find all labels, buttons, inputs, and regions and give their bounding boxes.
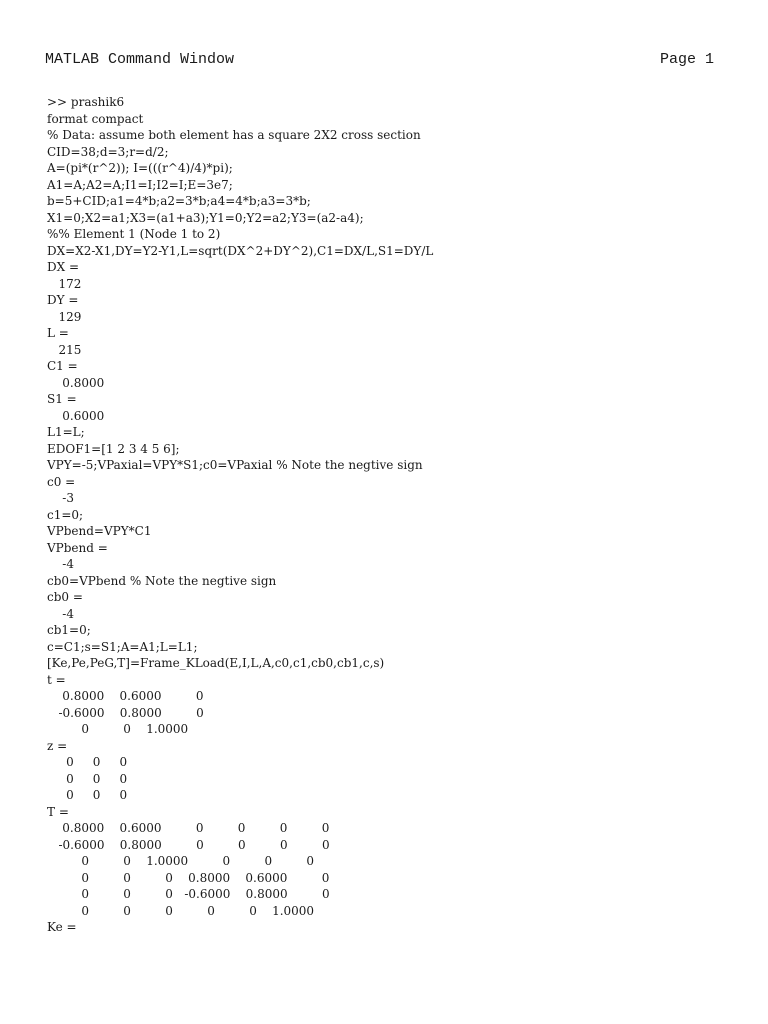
output-line: -4 [47,606,74,621]
output-line: >> prashik6 [47,95,125,109]
command-output [47,94,727,936]
output-line: 215 [47,342,82,357]
output-line: DY = [47,293,79,307]
output-line: % Data: assume both element has a square 2X2 cross section [47,128,421,142]
output-line: Ke = [47,920,77,934]
output-line: X1=0;X2=a1;X3=(a1+a3);Y1=0;Y2=a2;Y3=(a2-a4); [47,210,364,225]
output-line: T = [47,804,69,819]
output-line: 0.6000 [47,408,105,423]
output-line: t = [47,672,66,687]
output-line: DX = [47,260,80,274]
output-line: 0 0 1.0000 0 0 0 [47,854,315,868]
output-line: VPY=-5;VPaxial=VPY*S1;c0=VPaxial % Note the negtive sign [47,458,423,472]
output-line: CID=38;d=3;r=d/2; [47,144,169,159]
output-line: 0 0 1.0000 [47,722,189,736]
output-line: A1=A;A2=A;I1=I;I2=I;E=3e7; [47,177,233,192]
output-line: C1 = [47,359,78,373]
output-line: %% Element 1 (Node 1 to 2) [47,227,221,241]
output-line: 0 0 0 -0.6000 0.8000 0 [47,887,330,901]
output-line: cb0 = [47,590,83,604]
output-line: 0 0 0 0.8000 0.6000 0 [47,870,330,885]
output-line: 0.8000 [47,375,105,390]
output-line: VPbend=VPY*C1 [47,524,152,538]
output-line: -0.6000 0.8000 0 [47,705,204,720]
output-line: 0.8000 0.6000 0 [47,689,204,703]
output-line: 0.8000 0.6000 0 0 0 0 [47,821,330,835]
page-number: Page 1 [659,51,714,68]
output-line: 0 0 0 [47,788,128,802]
output-line: c1=0; [47,507,84,522]
output-line: S1 = [47,392,77,406]
output-line: [Ke,Pe,PeG,T]=Frame_KLoad(E,I,L,A,c0,c1,cb0,cb1,c,s) [47,656,385,670]
output-line: EDOF1=[1 2 3 4 5 6]; [47,441,180,456]
output-line: 0 0 0 0 0 1.0000 [47,903,315,918]
output-line: VPbend = [47,540,108,555]
output-line: A=(pi*(r^2)); I=(((r^4)/4)*pi); [47,161,233,175]
output-line: -3 [47,491,74,505]
output-line: -4 [47,557,74,571]
output-line: b=5+CID;a1=4*b;a2=3*b;a4=4*b;a3=3*b; [47,194,311,208]
output-line: cb0=VPbend % Note the negtive sign [47,573,277,588]
output-line: c0 = [47,474,76,489]
document-title: MATLAB Command Window [45,51,235,68]
output-line: c=C1;s=S1;A=A1;L=L1; [47,639,198,654]
output-line: z = [47,738,68,753]
output-line: L1=L; [47,425,85,439]
page-header [45,50,714,70]
output-line: cb1=0; [47,623,91,637]
output-line: DX=X2-X1,DY=Y2-Y1,L=sqrt(DX^2+DY^2),C1=DX/L,S1=DY/L [47,243,434,258]
output-line: -0.6000 0.8000 0 0 0 0 [47,837,330,852]
output-line: L = [47,326,69,340]
output-line: 172 [47,276,82,291]
output-line: format compact [47,111,144,126]
output-line: 0 0 0 [47,771,128,786]
output-line: 129 [47,309,82,324]
output-line: 0 0 0 [47,755,128,769]
